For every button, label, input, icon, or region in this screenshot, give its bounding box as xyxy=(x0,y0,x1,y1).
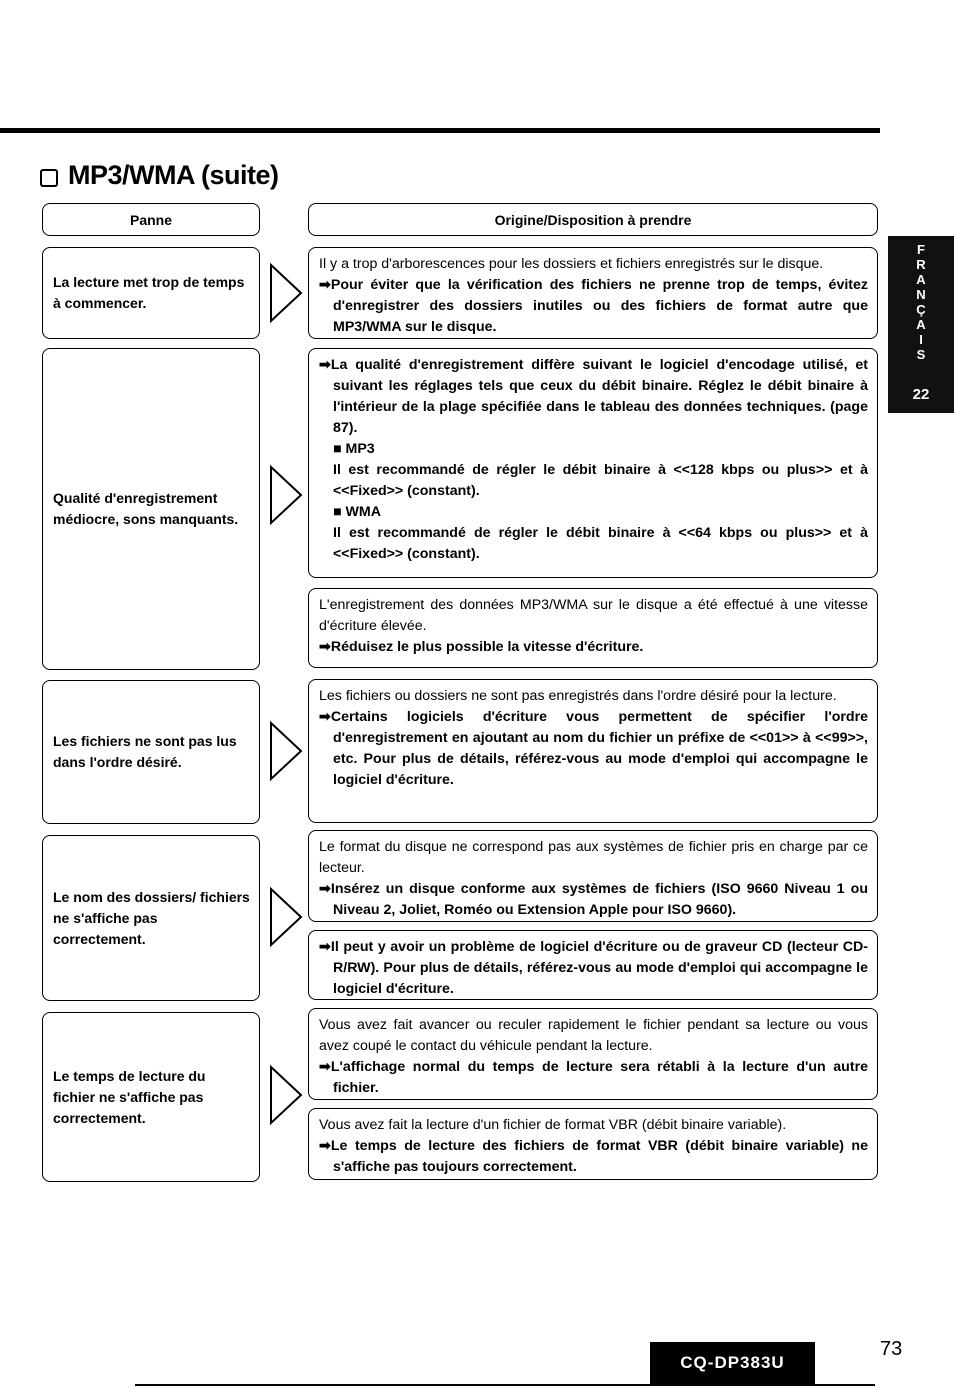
section-page-number: 22 xyxy=(912,386,930,403)
remedy-cell: L'enregistrement des données MP3/WMA sur le disque a été effectué à une vitesse d'écriture élevée. ➡Réduisez le plus possible la vitesse d'écriture. xyxy=(308,588,878,668)
remedy-cell: Il y a trop d'arborescences pour les dossiers et fichiers enregistrés sur le disque. ➡Pour éviter que la vérification des fichiers ne prenne trop de temps, évitez d'enregistrer des dossiers inutiles ou des fichiers de format autre que MP3/WMA sur le disque. xyxy=(308,247,878,339)
problem-cell: Le temps de lecture du fichier ne s'affiche pas correctement. xyxy=(42,1012,260,1182)
remedy-cell: ➡La qualité d'enregistrement diffère suivant le logiciel d'encodage utilisé, et suivant les réglages tels que ceux du débit binaire. Réglez le débit binaire à l'intérieur de la plage spécifiée dans le tableau des données techniques. (page 87). ■ MP3 Il est recommandé de régler le débit binaire à <<128 kbps ou plus>> et à <<Fixed>> (constant). ■ WMA Il est recommandé de régler le débit binaire à <<64 kbps ou plus>> et à <<Fixed>> (constant). xyxy=(308,348,878,578)
remedy-cell: Vous avez fait la lecture d'un fichier de format VBR (débit binaire variable). ➡Le temps de lecture des fichiers de format VBR (débit binaire variable) ne s'affiche pas toujours correctement. xyxy=(308,1108,878,1180)
remedy-cell: ➡Il peut y avoir un problème de logiciel d'écriture ou de graveur CD (lecteur CD-R/RW). Pour plus de détails, référez-vous au mode d'emploi qui accompagne le logiciel d'écriture. xyxy=(308,930,878,1000)
remedy-cell: Le format du disque ne correspond pas aux systèmes de fichier pris en charge par ce lecteur. ➡Insérez un disque conforme aux systèmes de fichiers (ISO 9660 Niveau 1 ou Niveau 2, Joliet, Roméo ou Extension Apple pour ISO 9660). xyxy=(308,830,878,922)
problem-cell: Les fichiers ne sont pas lus dans l'ordre désiré. xyxy=(42,680,260,824)
problem-cell: Qualité d'enregistrement médiocre, sons manquants. xyxy=(42,348,260,670)
checkbox-square-icon xyxy=(40,169,58,187)
remedy-cell: Vous avez fait avancer ou reculer rapidement le fichier pendant sa lecture ou vous avez coupé le contact du véhicule pendant la lecture. ➡L'affichage normal du temps de lecture sera rétabli à la lecture d'un autre fichier. xyxy=(308,1008,878,1100)
arrow-right-icon xyxy=(268,464,306,526)
remedy-cell: Les fichiers ou dossiers ne sont pas enregistrés dans l'ordre désiré pour la lecture. ➡Certains logiciels d'écriture vous permettent de spécifier l'ordre d'enregistrement en ajoutant au nom du fichier un préfixe de <<01>> à <<99>>, etc. Pour plus de détails, référez-vous au mode d'emploi qui accompagne le logiciel d'écriture. xyxy=(308,679,878,823)
problem-cell: Le nom des dossiers/ fichiers ne s'affiche pas correctement. xyxy=(42,835,260,1001)
arrow-right-icon xyxy=(268,720,306,782)
header-cause: Panne xyxy=(42,203,260,236)
problem-cell: La lecture met trop de temps à commencer. xyxy=(42,247,260,339)
page-number: 73 xyxy=(880,1338,903,1360)
section-title: MP3/WMA (suite) xyxy=(40,160,279,191)
model-label: CQ-DP383U xyxy=(650,1342,815,1384)
language-letters: F R A N Ç A I S xyxy=(916,242,926,362)
arrow-right-icon xyxy=(268,886,306,948)
top-rule xyxy=(0,128,880,133)
header-remedy: Origine/Disposition à prendre xyxy=(308,203,878,236)
arrow-right-icon xyxy=(268,1064,306,1126)
arrow-right-icon xyxy=(268,262,306,324)
language-tab xyxy=(888,236,954,413)
bottom-rule xyxy=(135,1384,875,1386)
